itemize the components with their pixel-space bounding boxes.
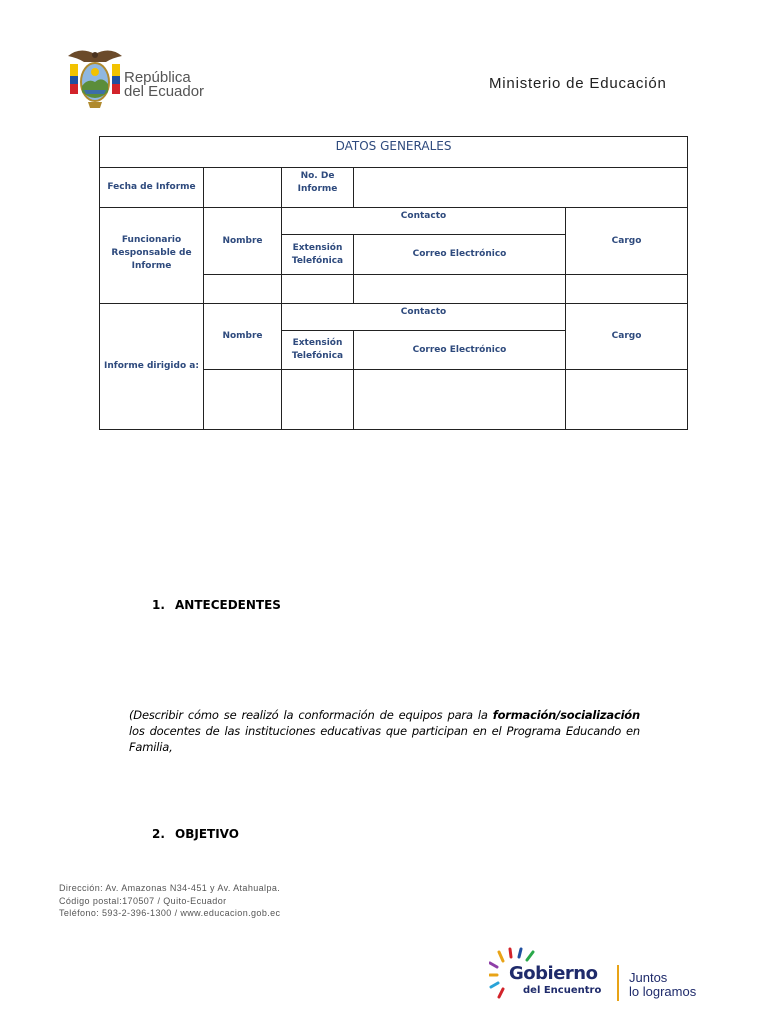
footer-address: Dirección: Av. Amazonas N34-451 y Av. Atahualpa. [59, 883, 281, 893]
coat-of-arms-icon [64, 46, 126, 112]
footer-phone: Teléfono: 593-2-396-1300 / www.educacion.gob.ec [59, 908, 281, 918]
description-text-2: los docentes de las instituciones educativas que participan en el Programa Educando en Familia, [129, 724, 640, 754]
ministry-title: Ministerio de Educación [489, 75, 667, 92]
dirigido-correo-label: Correo Electrónico [354, 331, 566, 370]
footer-postal-code: Código postal:170507 / Quito-Ecuador [59, 896, 227, 906]
fecha-label: Fecha de Informe [100, 168, 204, 208]
dirigido-nombre-label: Nombre [204, 304, 282, 370]
dirigido-extension-cell[interactable] [282, 370, 354, 430]
funcionario-correo-label: Correo Electrónico [354, 235, 566, 275]
logo-divider [617, 965, 619, 1001]
dirigido-contacto-label: Contacto [282, 304, 566, 331]
dirigido-extension-label: Extensión Telefónica [282, 331, 354, 370]
description-text-1: (Describir cómo se realizó la conformación de equipos para la [129, 708, 493, 722]
funcionario-cargo-cell[interactable] [566, 275, 688, 304]
gobierno-wordmark: Gobierno [509, 963, 598, 984]
logo-text-republica: República [124, 69, 191, 86]
section-antecedentes-heading: ANTECEDENTES [175, 598, 281, 612]
description-bold: formación/socialización [492, 708, 640, 722]
del-encuentro-wordmark: del Encuentro [523, 985, 602, 996]
logo-text-ecuador: del Ecuador [124, 83, 205, 100]
dirigido-cargo-cell[interactable] [566, 370, 688, 430]
antecedentes-description [129, 707, 640, 755]
dirigido-cargo-label: Cargo [566, 304, 688, 370]
fecha-value-cell[interactable] [204, 168, 282, 208]
numero-label: No. De Informe [282, 168, 354, 208]
funcionario-label: Funcionario Responsable de Informe [100, 208, 204, 304]
funcionario-extension-cell[interactable] [282, 275, 354, 304]
slogan-line-2: lo logramos [629, 984, 697, 999]
funcionario-correo-cell[interactable] [354, 275, 566, 304]
datos-generales-table [99, 136, 688, 430]
funcionario-cargo-label: Cargo [566, 208, 688, 275]
dirigido-nombre-cell[interactable] [204, 370, 282, 430]
funcionario-extension-label: Extensión Telefónica [282, 235, 354, 275]
dirigido-correo-cell[interactable] [354, 370, 566, 430]
slogan-line-1: Juntos [629, 970, 668, 985]
funcionario-nombre-cell[interactable] [204, 275, 282, 304]
numero-value-cell[interactable] [354, 168, 688, 208]
dirigido-label: Informe dirigido a: [100, 304, 204, 430]
section-objetivo-heading: OBJETIVO [175, 827, 239, 841]
section-1-number: 1. [152, 598, 165, 612]
republica-ecuador-logo [64, 46, 234, 112]
table-title: DATOS GENERALES [100, 137, 688, 168]
gobierno-encuentro-logo [489, 947, 719, 1003]
funcionario-contacto-label: Contacto [282, 208, 566, 235]
section-2-number: 2. [152, 827, 165, 841]
funcionario-nombre-label: Nombre [204, 208, 282, 275]
